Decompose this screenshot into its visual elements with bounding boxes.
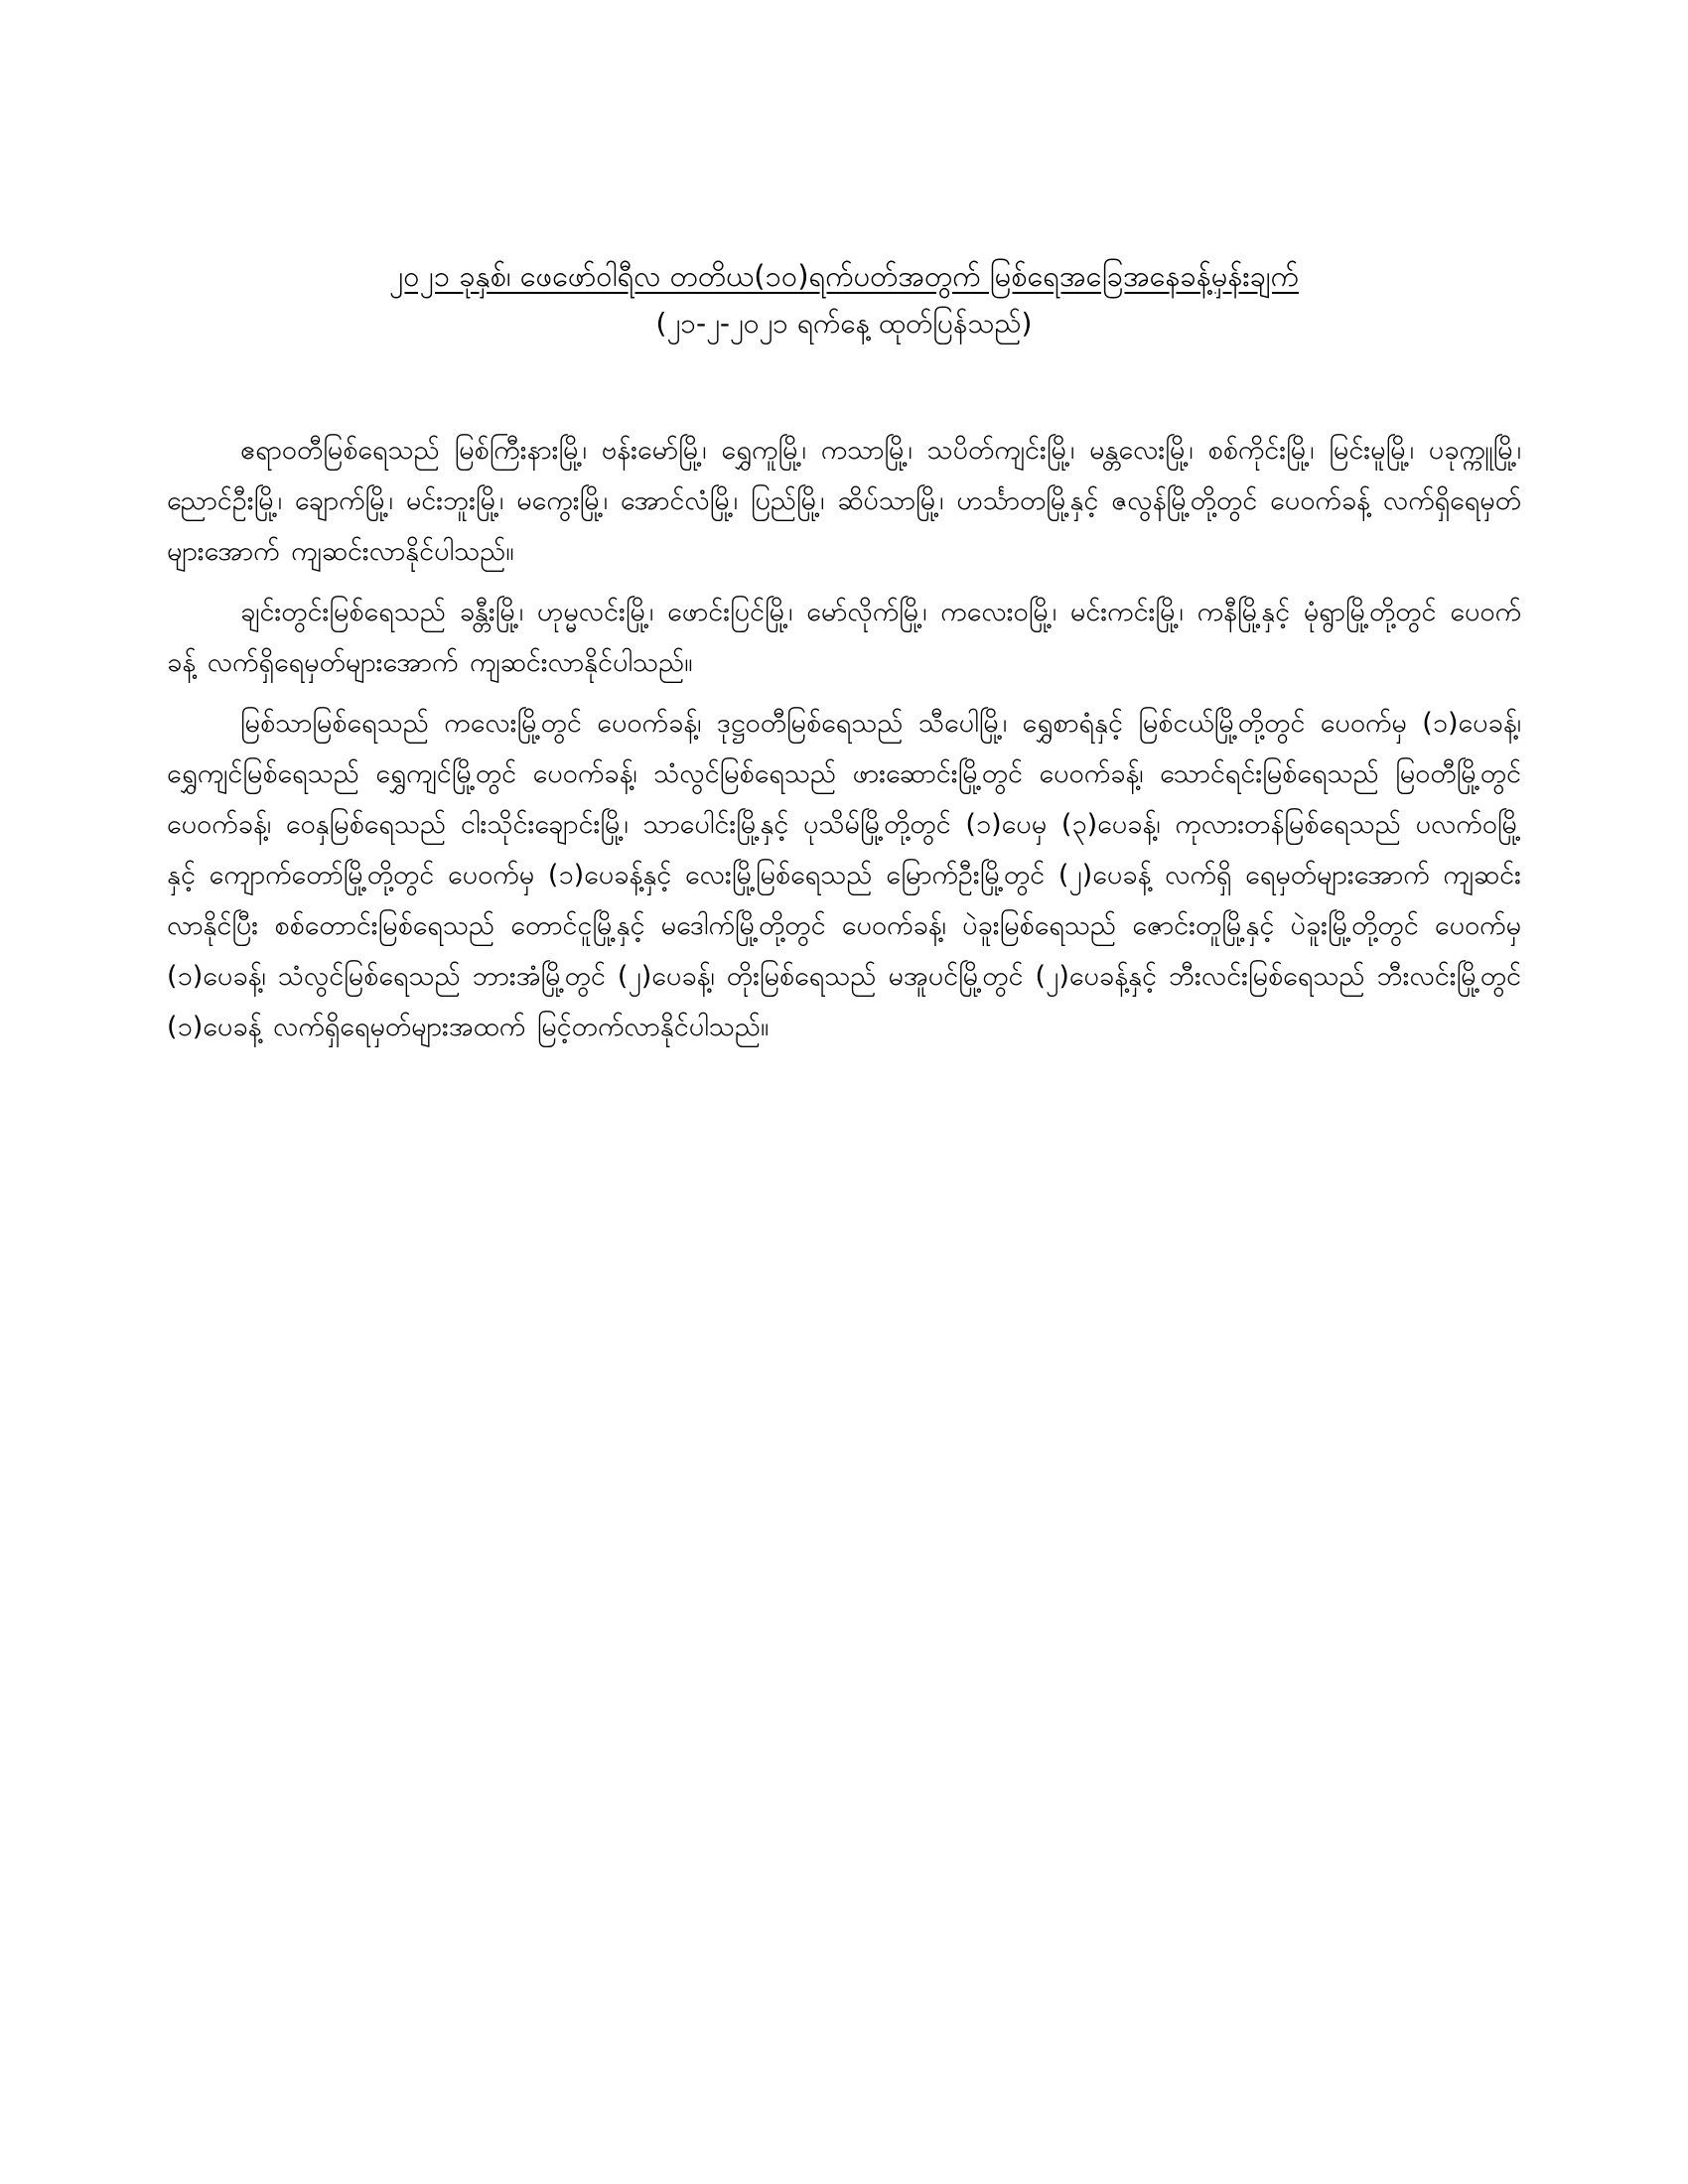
document-title: ၂၀၂၁ ခုနှစ်၊ ဖေဖော်ဝါရီလ တတိယ(၁၀)ရက်ပတ်အတွက် မြစ်ရေအခြေအနေခန့်မှန်းချက် [389,259,1299,293]
paragraph-irrawaddy: ဧရာဝတီမြစ်ရေသည် မြစ်ကြီးနားမြို့၊ ဗန်းမော်မြို့၊ ရွှေကူမြို့၊ ကသာမြို့၊ သပိတ်ကျင်းမြို့၊ မန္တလေးမြို့၊ စစ်ကိုင်းမြို့၊ မြင်းမူမြို့၊ ပခုက္ကူမြို့၊ ညောင်ဦးမြို့၊ ချောက်မြို့၊ မင်းဘူးမြို့၊ မကွေးမြို့၊ အောင်လံမြို့၊ ပြည်မြို့၊ ဆိပ်သာမြို့၊ ဟင်္သာတမြို့နှင့် ဇလွန်မြို့တို့တွင် ပေ၀က်ခန့် လက်ရှိရေမှတ်များအောက် ကျဆင်းလာနိုင်ပါသည်။ [167,435,1521,567]
document-body [167,425,1521,1062]
paragraph-chindwin: ချင်းတွင်းမြစ်ရေသည် ခန္တီးမြို့၊ ဟုမ္မလင်းမြို့၊ ဖောင်းပြင်မြို့၊ မော်လိုက်မြို့၊ ကလေးဝမြို့၊ မင်းကင်းမြို့၊ ကနီမြို့နှင့် မုံရွာမြို့တို့တွင် ပေ၀က်ခန့် လက်ရှိရေမှတ်များအောက် ကျဆင်းလာနိုင်ပါသည်။ [167,597,1521,678]
document-subtitle: (၂၁-၂-၂၀၂၁ ရက်နေ့ ထုတ်ပြန်သည်) [655,307,1033,340]
paragraph-other-rivers: မြစ်သာမြစ်ရေသည် ကလေးမြို့တွင် ပေ၀က်ခန့်၊ ဒုဋ္ဌဝတီမြစ်ရေသည် သီပေါမြို့၊ ရွှေစာရံနှင့် မြစ်ငယ်မြို့တို့တွင် ပေ၀က်မှ (၁)ပေခန့်၊ ရွှေကျင်မြစ်ရေသည် ရွှေကျင်မြို့တွင် ပေ၀က်ခန့်၊ သံလွင်မြစ်ရေသည် ဖားဆောင်းမြို့တွင် ပေ၀က်ခန့်၊ သောင်ရင်းမြစ်ရေသည် မြဝတီမြို့တွင် ပေ၀က်ခန့်၊ ဝေနှမြစ်ရေသည် ငါးသိုင်းချောင်းမြို့၊ သာပေါင်းမြို့နှင့် ပုသိမ်မြို့တို့တွင် (၁)ပေမှ (၃)ပေခန့်၊ ကုလားတန်မြစ်ရေသည် ပလက်ဝမြို့နှင့် ကျောက်တော်မြို့တို့တွင် ပေ၀က်မှ (၁)ပေခန့်နှင့် လေးမြို့မြစ်ရေသည် မြောက်ဦးမြို့တွင် (၂)ပေခန့် လက်ရှိ ရေမှတ်များအောက် ကျဆင်းလာနိုင်ပြီး စစ်တောင်းမြစ်ရေသည် တောင်ငူမြို့နှင့် မဒေါက်မြို့တို့တွင် ပေ၀က်ခန့်၊ ပဲခူးမြစ်ရေသည် ဇောင်းတူမြို့နှင့် ပဲခူးမြို့တို့တွင် ပေ၀က်မှ (၁)ပေခန့်၊ သံလွင်မြစ်ရေသည် ဘားအံမြို့တွင် (၂)ပေခန့်၊ တိုးမြစ်ရေသည် မအူပင်မြို့တွင် (၂)ပေခန့်နှင့် ဘီးလင်းမြစ်ရေသည် ဘီးလင်းမြို့တွင် (၁)ပေခန့် လက်ရှိရေမှတ်များအထက် မြင့်တက်လာနိုင်ပါသည်။ [167,708,1521,1042]
